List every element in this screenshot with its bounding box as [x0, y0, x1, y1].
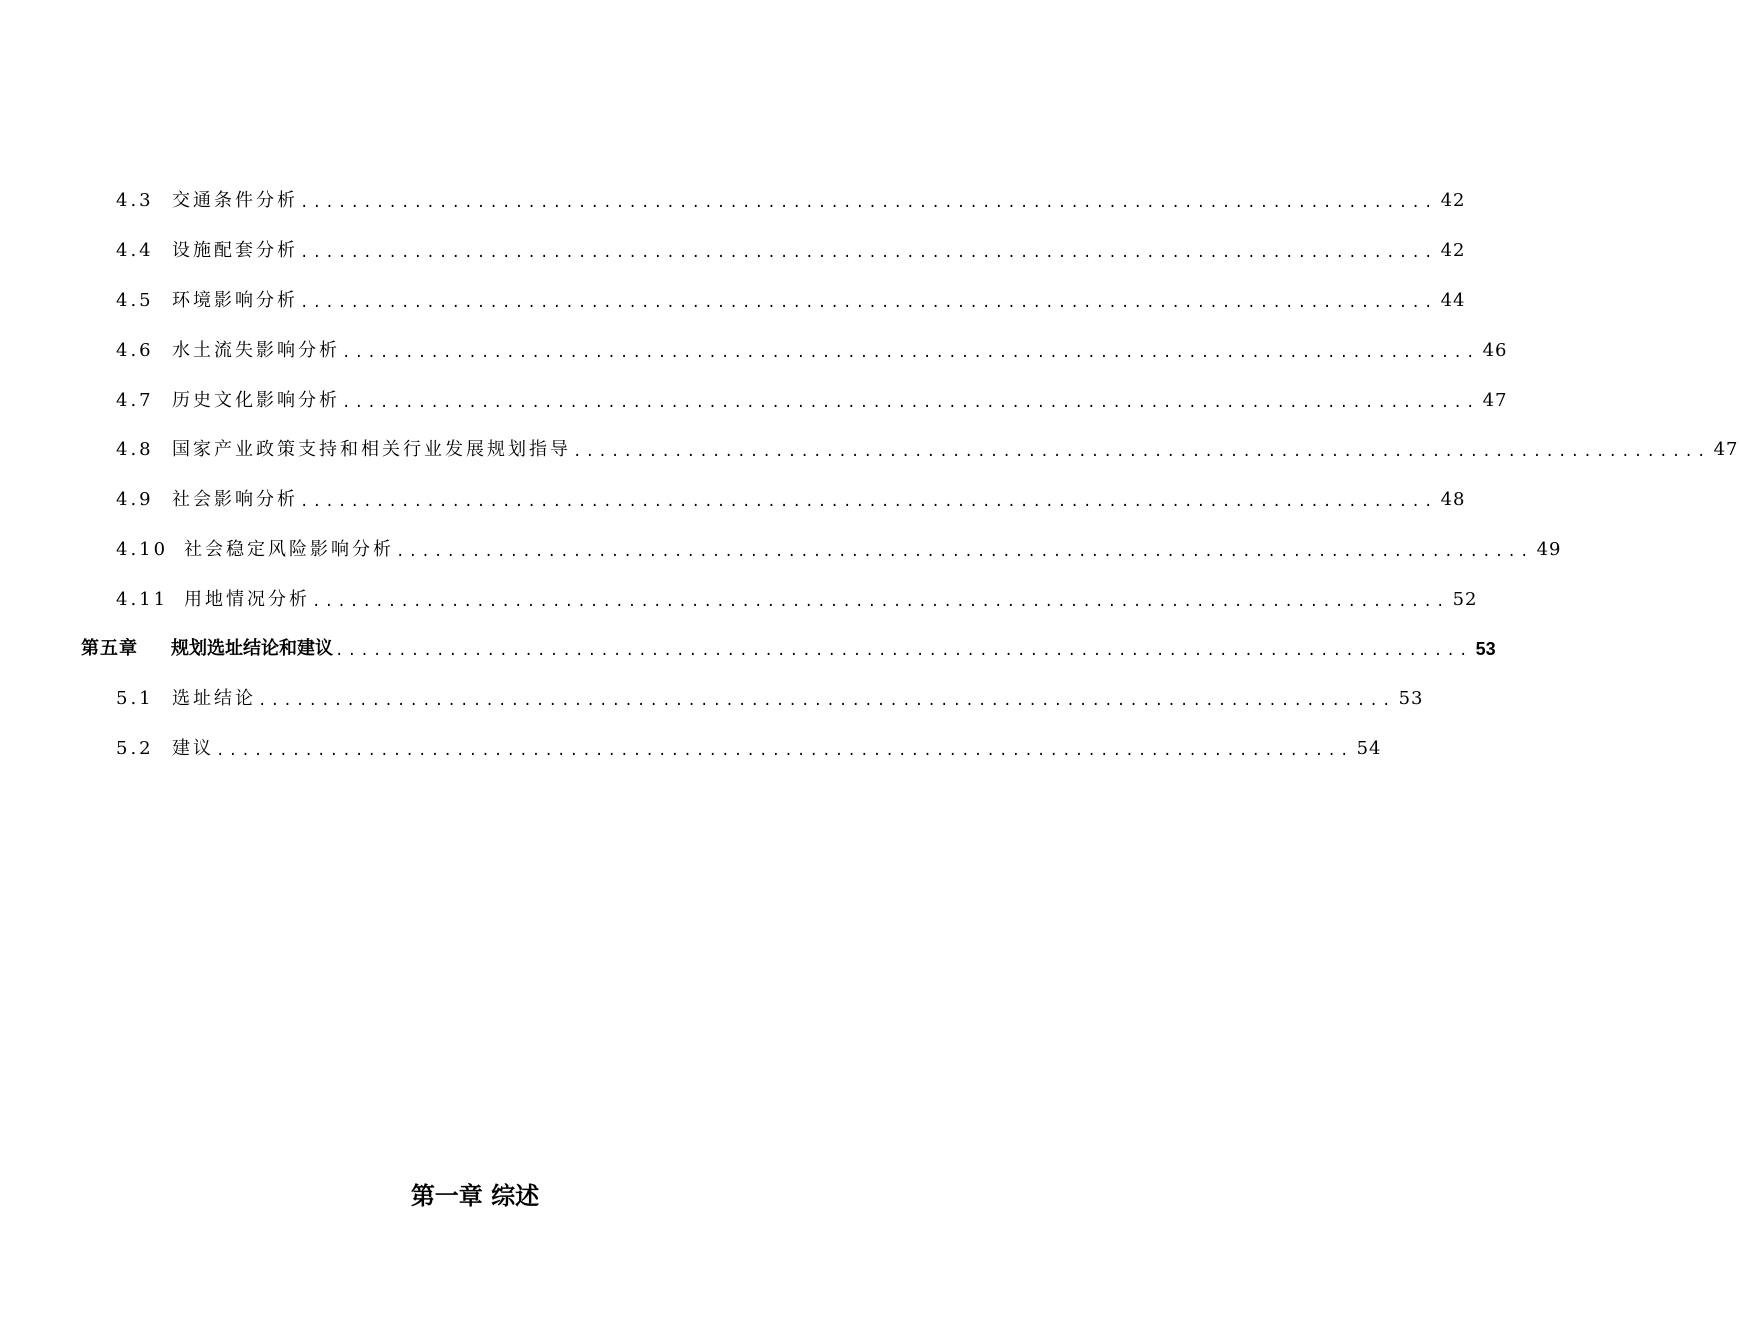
- toc-entry-4-8[interactable]: [0, 437, 1739, 463]
- toc-title: 用地情况分析: [184, 589, 310, 610]
- toc-leader-dots: ..........................................................................................: [258, 693, 1395, 709]
- toc-number: 4.11: [116, 589, 169, 610]
- toc-number: 4.10: [116, 539, 169, 560]
- toc-leader-dots: ..........................................................................................: [300, 245, 1437, 261]
- toc-title: 国家产业政策支持和相关行业发展规划指导: [172, 439, 571, 460]
- toc-leader-dots: ..........................................................................................: [342, 395, 1479, 411]
- toc-title: 交通条件分析: [172, 190, 298, 211]
- toc-entry-4-4[interactable]: [0, 238, 1466, 264]
- toc-title: 社会稳定风险影响分析: [184, 539, 394, 560]
- toc-number: 5.1: [116, 688, 154, 709]
- toc-title: 设施配套分析: [172, 240, 298, 261]
- toc-title: 社会影响分析: [172, 489, 298, 510]
- toc-page-number: 42: [1440, 240, 1466, 261]
- toc-number: 5.2: [116, 738, 154, 759]
- toc-leader-dots: ..........................................................................................: [300, 195, 1437, 211]
- toc-number: 4.5: [116, 290, 154, 311]
- toc-entry-4-5[interactable]: [0, 288, 1466, 314]
- toc-page-number: 47: [1482, 390, 1508, 411]
- toc-title: 水土流失影响分析: [172, 340, 340, 361]
- toc-page-number: 53: [1398, 688, 1424, 709]
- toc-page-number: 53: [1475, 639, 1496, 659]
- toc-number: 4.8: [116, 439, 154, 460]
- toc-page-number: 46: [1482, 340, 1508, 361]
- toc-entry-4-10[interactable]: [0, 537, 1562, 563]
- toc-number: 第五章: [81, 638, 138, 659]
- toc-number: 4.3: [116, 190, 154, 211]
- toc-page-number: 48: [1440, 489, 1466, 510]
- chapter-heading: 第一章 综述: [410, 1182, 540, 1210]
- toc-leader-dots: ..........................................................................................: [300, 295, 1437, 311]
- toc-entry-4-11[interactable]: [0, 587, 1478, 613]
- toc-page-number: 52: [1452, 589, 1478, 610]
- toc-entry-5-1[interactable]: [0, 686, 1424, 712]
- toc-title: 建议: [172, 738, 214, 759]
- toc-page-number: 44: [1440, 290, 1466, 311]
- toc-title: 规划选址结论和建议: [171, 638, 333, 659]
- toc-leader-dots: ..........................................................................................: [573, 444, 1710, 460]
- toc-entry-4-9[interactable]: [0, 487, 1466, 513]
- toc-entry-4-6[interactable]: [0, 338, 1508, 364]
- toc-entry-4-3[interactable]: [0, 188, 1466, 214]
- toc-number: 4.9: [116, 489, 154, 510]
- toc-page-number: 42: [1440, 190, 1466, 211]
- toc-leader-dots: ..........................................................................................: [216, 743, 1353, 759]
- toc-entry-5-2[interactable]: [0, 736, 1382, 762]
- toc-leader-dots: ..........................................................................................: [335, 643, 1472, 659]
- toc-number: 4.7: [116, 390, 154, 411]
- toc-page-number: 49: [1536, 539, 1562, 560]
- toc-page-number: 54: [1356, 738, 1382, 759]
- toc-entry-chapter-5[interactable]: [0, 636, 1496, 662]
- toc-number: 4.4: [116, 240, 154, 261]
- toc-page-number: 47: [1713, 439, 1739, 460]
- toc-title: 历史文化影响分析: [172, 390, 340, 411]
- toc-title: 环境影响分析: [172, 290, 298, 311]
- toc-title: 选址结论: [172, 688, 256, 709]
- toc-leader-dots: ..........................................................................................: [396, 544, 1533, 560]
- toc-number: 4.6: [116, 340, 154, 361]
- toc-entry-4-7[interactable]: [0, 388, 1508, 414]
- toc-leader-dots: ..........................................................................................: [312, 594, 1449, 610]
- toc-leader-dots: ..........................................................................................: [300, 494, 1437, 510]
- toc-leader-dots: ..........................................................................................: [342, 345, 1479, 361]
